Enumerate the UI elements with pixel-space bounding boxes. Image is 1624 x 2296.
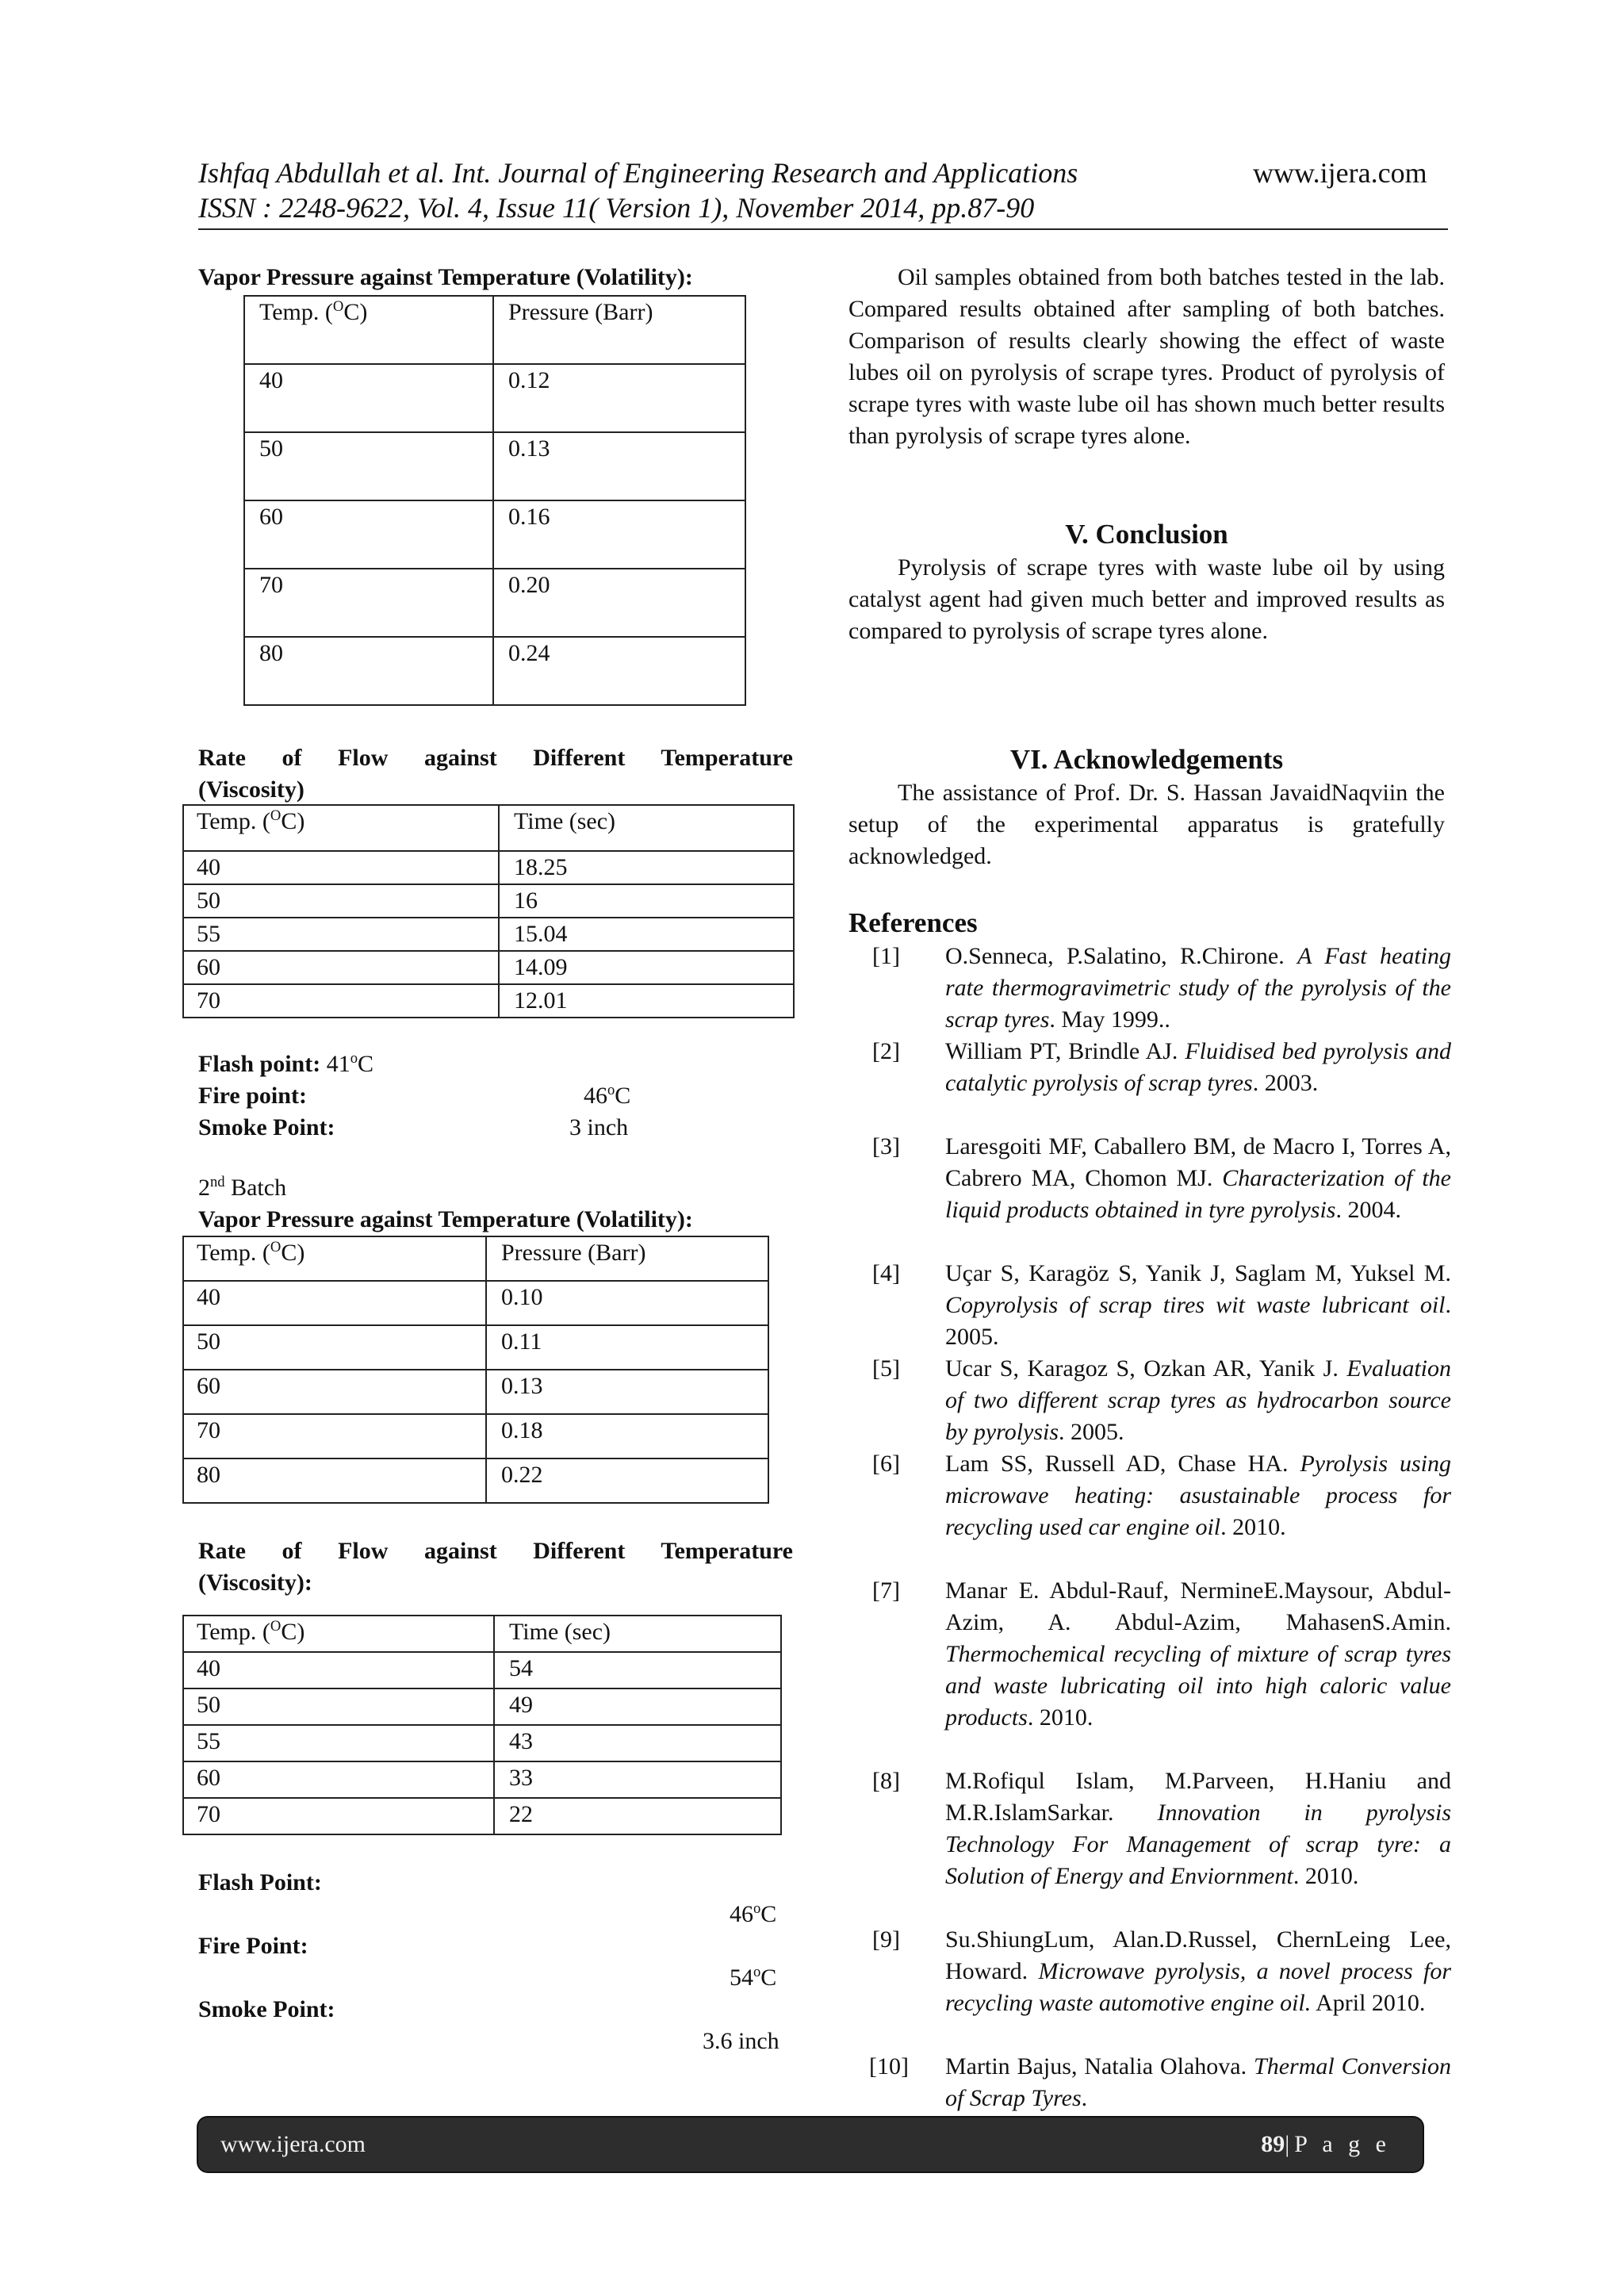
acknowledgements-text: The assistance of Prof. Dr. S. Hassan JavaidNaqviin the setup of the experimental apparatus is gratefully acknowledged. [848, 780, 1445, 869]
journal-website: www.ijera.com [1253, 157, 1427, 189]
page-footer [198, 2118, 1423, 2171]
table-row: 50 49 [183, 1688, 781, 1725]
reference-item: [4] Uçar S, Karagöz S, Yanik J, Saglam M, Yuksel M. Copyrolysis of scrap tires wit waste lubricant oil. 2005. [872, 1260, 1451, 1350]
batch2-flash-label: Flash Point: [198, 1869, 322, 1895]
batch2-flow-table [182, 1615, 782, 1835]
header-cell-temp: Temp. ($^O$C) [244, 296, 493, 364]
header-cell-time: Time (sec) [499, 805, 794, 851]
table-row: 70 22 [183, 1798, 781, 1834]
header-cell-time: Time (sec) [494, 1616, 781, 1652]
reference-item: [2] William PT, Brindle AJ. Fluidised bed pyrolysis and catalytic pyrolysis of scrap tyres. 2003. [872, 1038, 1451, 1096]
table-header-row [183, 805, 794, 851]
batch2-vapor-table [182, 1236, 769, 1504]
table-row: 55 43 [183, 1725, 781, 1761]
table-row: 55 15.04 [183, 918, 794, 951]
reference-item: [5] Ucar S, Karagoz S, Ozkan AR, Yanik J. Evaluation of two different scrap tyres as hydrocarbon source by pyrolysis. 2005. [872, 1355, 1451, 1445]
batch2-flow-title-line2: (Viscosity): [198, 1570, 312, 1596]
batch1-flash-point: Flash point: 41$^o$C [198, 1050, 374, 1077]
batch2-smoke-value: 3.6 inch [703, 2028, 779, 2054]
batch2-flash-value: 46$^o$C [730, 1900, 777, 1927]
batch2-smoke-label: Smoke Point: [198, 1996, 335, 2022]
batch2-flow-title-line1: Rate of Flow against Different Temperature [198, 1538, 793, 1564]
journal-citation-line2: ISSN : 2248-9622, Vol. 4, Issue 11( Version 1), November 2014, pp.87-90 [198, 192, 1035, 224]
table-row: 50 0.11 [183, 1325, 768, 1370]
conclusion-text: Pyrolysis of scrape tyres with waste lube oil by using catalyst agent had given much better and improved results as compared to pyrolysis of scrape tyres alone. [848, 554, 1445, 644]
table-row: 80 0.22 [183, 1458, 768, 1503]
batch1-flow-title-line2: (Viscosity) [198, 776, 304, 803]
header-cell-temp: Temp. ($^O$C) [183, 1616, 494, 1652]
table-row: 60 33 [183, 1761, 781, 1798]
header-cell-pressure: Pressure (Barr) [493, 296, 745, 364]
batch1-vapor-table [243, 295, 746, 706]
header-cell-temp: Temp. ($^O$C) [183, 1236, 486, 1281]
table-header-row [244, 296, 745, 364]
reference-item: [9] Su.ShiungLum, Alan.D.Russel, ChernLeing Lee, Howard. Microwave pyrolysis, a novel process for recycling waste automotive engine oil. April 2010. [872, 1926, 1451, 2016]
batch1-flow-title-line1: Rate of Flow against Different Temperature [198, 745, 793, 771]
batch2-fire-label: Fire Point: [198, 1933, 308, 1959]
batch2-vapor-title: Vapor Pressure against Temperature (Volatility): [198, 1206, 693, 1232]
reference-item: [6] Lam SS, Russell AD, Chase HA. Pyrolysis using microwave heating: asustainable process for recycling used car engine oil. 2010. [872, 1451, 1452, 1540]
table-header-row [183, 1616, 781, 1652]
table-row: 40 0.12 [244, 364, 745, 432]
table-row: 60 14.09 [183, 951, 794, 984]
batch1-vapor-title: Vapor Pressure against Temperature (Volatility): [198, 264, 693, 290]
footer-website: www.ijera.com [220, 2131, 366, 2157]
table-row: 70 0.18 [183, 1414, 768, 1458]
batch2-label: 2nd Batch [198, 1174, 287, 1201]
batch1-fire-label: Fire point: [198, 1083, 307, 1109]
references-title: References [848, 907, 978, 938]
reference-item: [7] Manar E. Abdul-Rauf, NermineE.Maysour, Abdul-Azim, A. Abdul-Azim, MahasenS.Amin. Thermochemical recycling of mixture of scrap tyres and waste lubricating oil into high caloric value products. 2010. [872, 1577, 1451, 1731]
batch2-fire-value: 54$^o$C [730, 1964, 777, 1991]
batch1-smoke-value: 3 inch [569, 1114, 629, 1140]
table-row: 70 0.20 [244, 569, 745, 637]
batch1-flow-table [182, 804, 795, 1018]
table-row: 60 0.13 [183, 1370, 768, 1414]
batch1-smoke-label: Smoke Point: [198, 1114, 335, 1140]
table-row: 40 18.25 [183, 851, 794, 884]
results-paragraph: Oil samples obtained from both batches tested in the lab. Compared results obtained after sampling of both batches. Comparison of results clearly showing the effect of waste lubes oil on pyrolysis of scrape tyres. Product of pyrolysis of scrape tyres with waste lube oil has shown much better results than pyrolysis of scrape tyres alone. [848, 264, 1445, 449]
header-cell-temp: Temp. ($^O$C) [183, 805, 499, 851]
journal-citation-line1: Ishfaq Abdullah et al. Int. Journal of Engineering Research and Applications [198, 157, 1078, 189]
table-row: 70 12.01 [183, 984, 794, 1018]
reference-item: [8] M.Rofiqul Islam, M.Parveen, H.Haniu and M.R.IslamSarkar. Innovation in pyrolysis Technology For Management of scrap tyre: a Solution of Energy and Enviornment. 2010. [872, 1768, 1451, 1889]
table-row: 50 16 [183, 884, 794, 918]
batch1-fire-value: 46$^o$C [584, 1082, 631, 1109]
reference-item: [1] O.Senneca, P.Salatino, R.Chirone. A Fast heating rate thermogravimetric study of the pyrolysis of the scrap tyres. May 1999.. [872, 943, 1452, 1033]
table-row: 40 54 [183, 1652, 781, 1688]
reference-item: [3] Laresgoiti MF, Caballero BM, de Macro I, Torres A, Cabrero MA, Chomon MJ. Characterization of the liquid products obtained in tyre pyrolysis. 2004. [872, 1133, 1451, 1223]
acknowledgements-title: VI. Acknowledgements [1009, 744, 1284, 775]
table-row: 40 0.10 [183, 1281, 768, 1325]
table-header-row [183, 1236, 768, 1281]
header-cell-pressure: Pressure (Barr) [486, 1236, 768, 1281]
footer-page-number: 89|P a g e [1261, 2131, 1391, 2157]
table-row: 80 0.24 [244, 637, 745, 705]
table-row: 50 0.13 [244, 432, 745, 500]
conclusion-title: V. Conclusion [1065, 519, 1228, 550]
reference-item: [10] Martin Bajus, Natalia Olahova. Thermal Conversion of Scrap Tyres. [869, 2053, 1451, 2111]
header-rule [198, 228, 1448, 230]
table-row: 60 0.16 [244, 500, 745, 569]
